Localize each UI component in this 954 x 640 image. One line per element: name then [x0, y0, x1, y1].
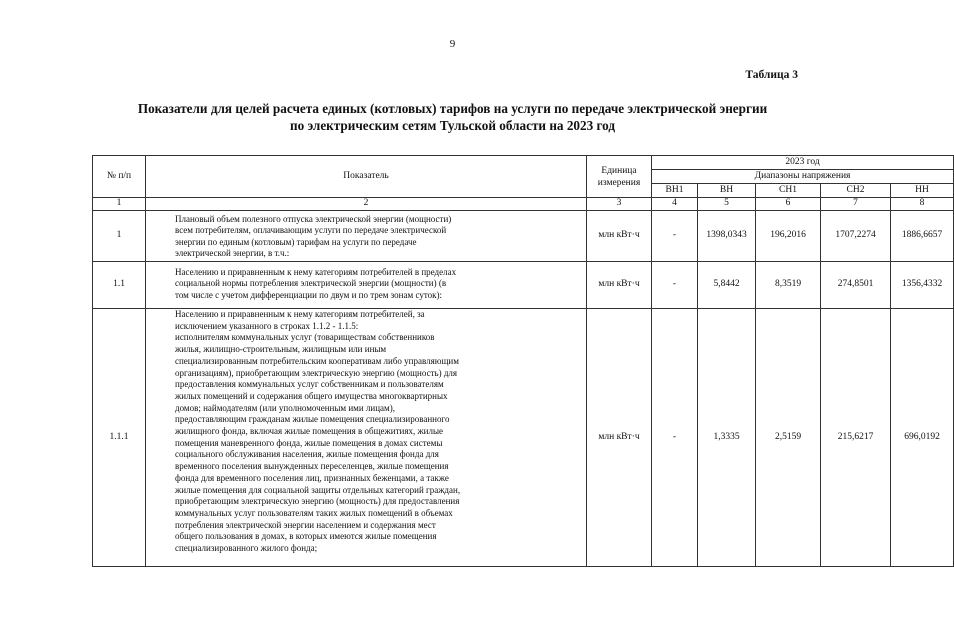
value-vn: 5,8442 — [698, 262, 756, 309]
indicator-line: Населению и приравненным к нему категориям потребителей в пределах — [175, 267, 457, 277]
header-level-sn2: СН2 — [821, 184, 891, 198]
value-vn1: - — [652, 262, 698, 309]
value-vn1: - — [652, 309, 698, 567]
header-level-nn: НН — [891, 184, 954, 198]
indicator-line: специализированного жилого фонда; — [175, 543, 318, 554]
header-level-vn1: ВН1 — [652, 184, 698, 198]
table-row — [93, 262, 954, 309]
row-indicator — [146, 262, 587, 309]
col-number-7: 7 — [821, 198, 891, 211]
indicator-line: всем потребителям, оплачивающим услуги по передаче электрической — [175, 225, 447, 236]
value-nn: 1886,6657 — [891, 211, 954, 262]
indicator-line: домов; наймодателям (или уполномоченным ими лицам), — [175, 402, 395, 413]
header-indicator: Показатель — [146, 156, 587, 198]
value-nn: 696,0192 — [891, 309, 954, 567]
indicator-line: Плановый объем полезного отпуска электрической энергии (мощности) — [175, 214, 452, 224]
row-number: 1 — [93, 211, 146, 262]
value-sn1: 2,5159 — [756, 309, 821, 567]
indicator-line: помещения маневренного фонда, жилые помещения в домах системы — [175, 437, 443, 448]
value-sn1: 196,2016 — [756, 211, 821, 262]
row-number: 1.1.1 — [93, 309, 146, 567]
indicator-line: социального обслуживания населения, жилые помещения фонда для — [175, 449, 439, 460]
indicator-line: предоставления коммунальных услуг собственникам и пользователям — [175, 379, 444, 390]
row-unit: млн кВт·ч — [587, 262, 652, 309]
indicator-line: фонда для временного поселения лиц, признанных беженцами, а также — [175, 472, 449, 483]
indicator-line: жилых помещений и содержания общего имущества многоквартирных — [175, 390, 448, 401]
value-sn2: 274,8501 — [821, 262, 891, 309]
indicator-line: социальной нормы потребления электрической энергии (мощности) (в — [175, 278, 447, 289]
col-number-4: 4 — [652, 198, 698, 211]
indicator-line: потребления электрической энергии населением и содержания мест — [175, 519, 436, 530]
indicator-line: энергии по единым (котловым) тарифам на услуги по передаче — [175, 236, 417, 247]
row-unit: млн кВт·ч — [587, 211, 652, 262]
indicator-line: предоставляющим гражданам жилые помещения специализированного — [175, 414, 450, 425]
page-number: 9 — [449, 38, 456, 50]
indicator-line: жилые помещения для социальной защиты отдельных категорий граждан, — [175, 484, 461, 495]
col-number-3: 3 — [587, 198, 652, 211]
value-sn2: 215,6217 — [821, 309, 891, 567]
indicator-line: Населению и приравненным к нему категориям потребителей, за — [175, 309, 425, 319]
table-label: Таблица 3 — [745, 69, 798, 81]
indicator-line: общего пользования в домах, в которых имеются жилые помещения — [175, 531, 437, 542]
table-row — [93, 309, 954, 567]
col-number-1: 1 — [93, 198, 146, 211]
value-vn: 1398,0343 — [698, 211, 756, 262]
value-nn: 1356,4332 — [891, 262, 954, 309]
row-indicator — [146, 309, 587, 567]
col-number-5: 5 — [698, 198, 756, 211]
header-unit: Единица измерения — [587, 156, 652, 198]
indicator-line: жилищного фонда, включая жилые помещения в общежитиях, жилые — [175, 426, 444, 437]
indicator-line: том числе с учетом дифференциации по двум и по трем зонам суток): — [175, 289, 443, 300]
value-sn1: 8,3519 — [756, 262, 821, 309]
indicator-line: исключением указанного в строках 1.1.2 - 1.1.5: — [175, 320, 359, 331]
header-num: № п/п — [93, 156, 146, 198]
table-row — [93, 211, 954, 262]
col-number-2: 2 — [146, 198, 587, 211]
indicator-line: исполнителям коммунальных услуг (товариществам собственников — [175, 332, 435, 343]
header-year: 2023 год — [652, 156, 954, 170]
row-indicator — [146, 211, 587, 262]
row-number: 1.1 — [93, 262, 146, 309]
header-level-vn: ВН — [698, 184, 756, 198]
row-unit: млн кВт·ч — [587, 309, 652, 567]
col-number-6: 6 — [756, 198, 821, 211]
title-line-2: по электрическим сетям Тульской области на 2023 год — [289, 118, 616, 133]
header-ranges: Диапазоны напряжения — [652, 170, 954, 184]
title-line-1: Показатели для целей расчета единых (котловых) тарифов на услуги по передаче электрической энергии — [137, 101, 768, 116]
header-level-sn1: СН1 — [756, 184, 821, 198]
page-title — [0, 100, 905, 134]
indicator-line: электрической энергии, в т.ч.: — [175, 247, 290, 258]
indicator-line: приобретающим электрическую энергию (мощность) для предоставления — [175, 496, 460, 507]
tariff-table — [92, 155, 954, 567]
value-vn1: - — [652, 211, 698, 262]
indicator-line: организациям), приобретающим электрическую энергию (мощность) для — [175, 367, 458, 378]
col-number-8: 8 — [891, 198, 954, 211]
indicator-line: временного поселения вынужденных переселенцев, жилые помещения — [175, 461, 449, 472]
value-sn2: 1707,2274 — [821, 211, 891, 262]
indicator-line: специализированным потребительским кооперативам либо управляющим — [175, 355, 459, 366]
indicator-line: жилья, жилищно-строительным, жилищным или иным — [175, 344, 387, 355]
indicator-line: коммунальных услуг пользователям таких жилых помещений в объемах — [175, 507, 453, 518]
value-vn: 1,3335 — [698, 309, 756, 567]
